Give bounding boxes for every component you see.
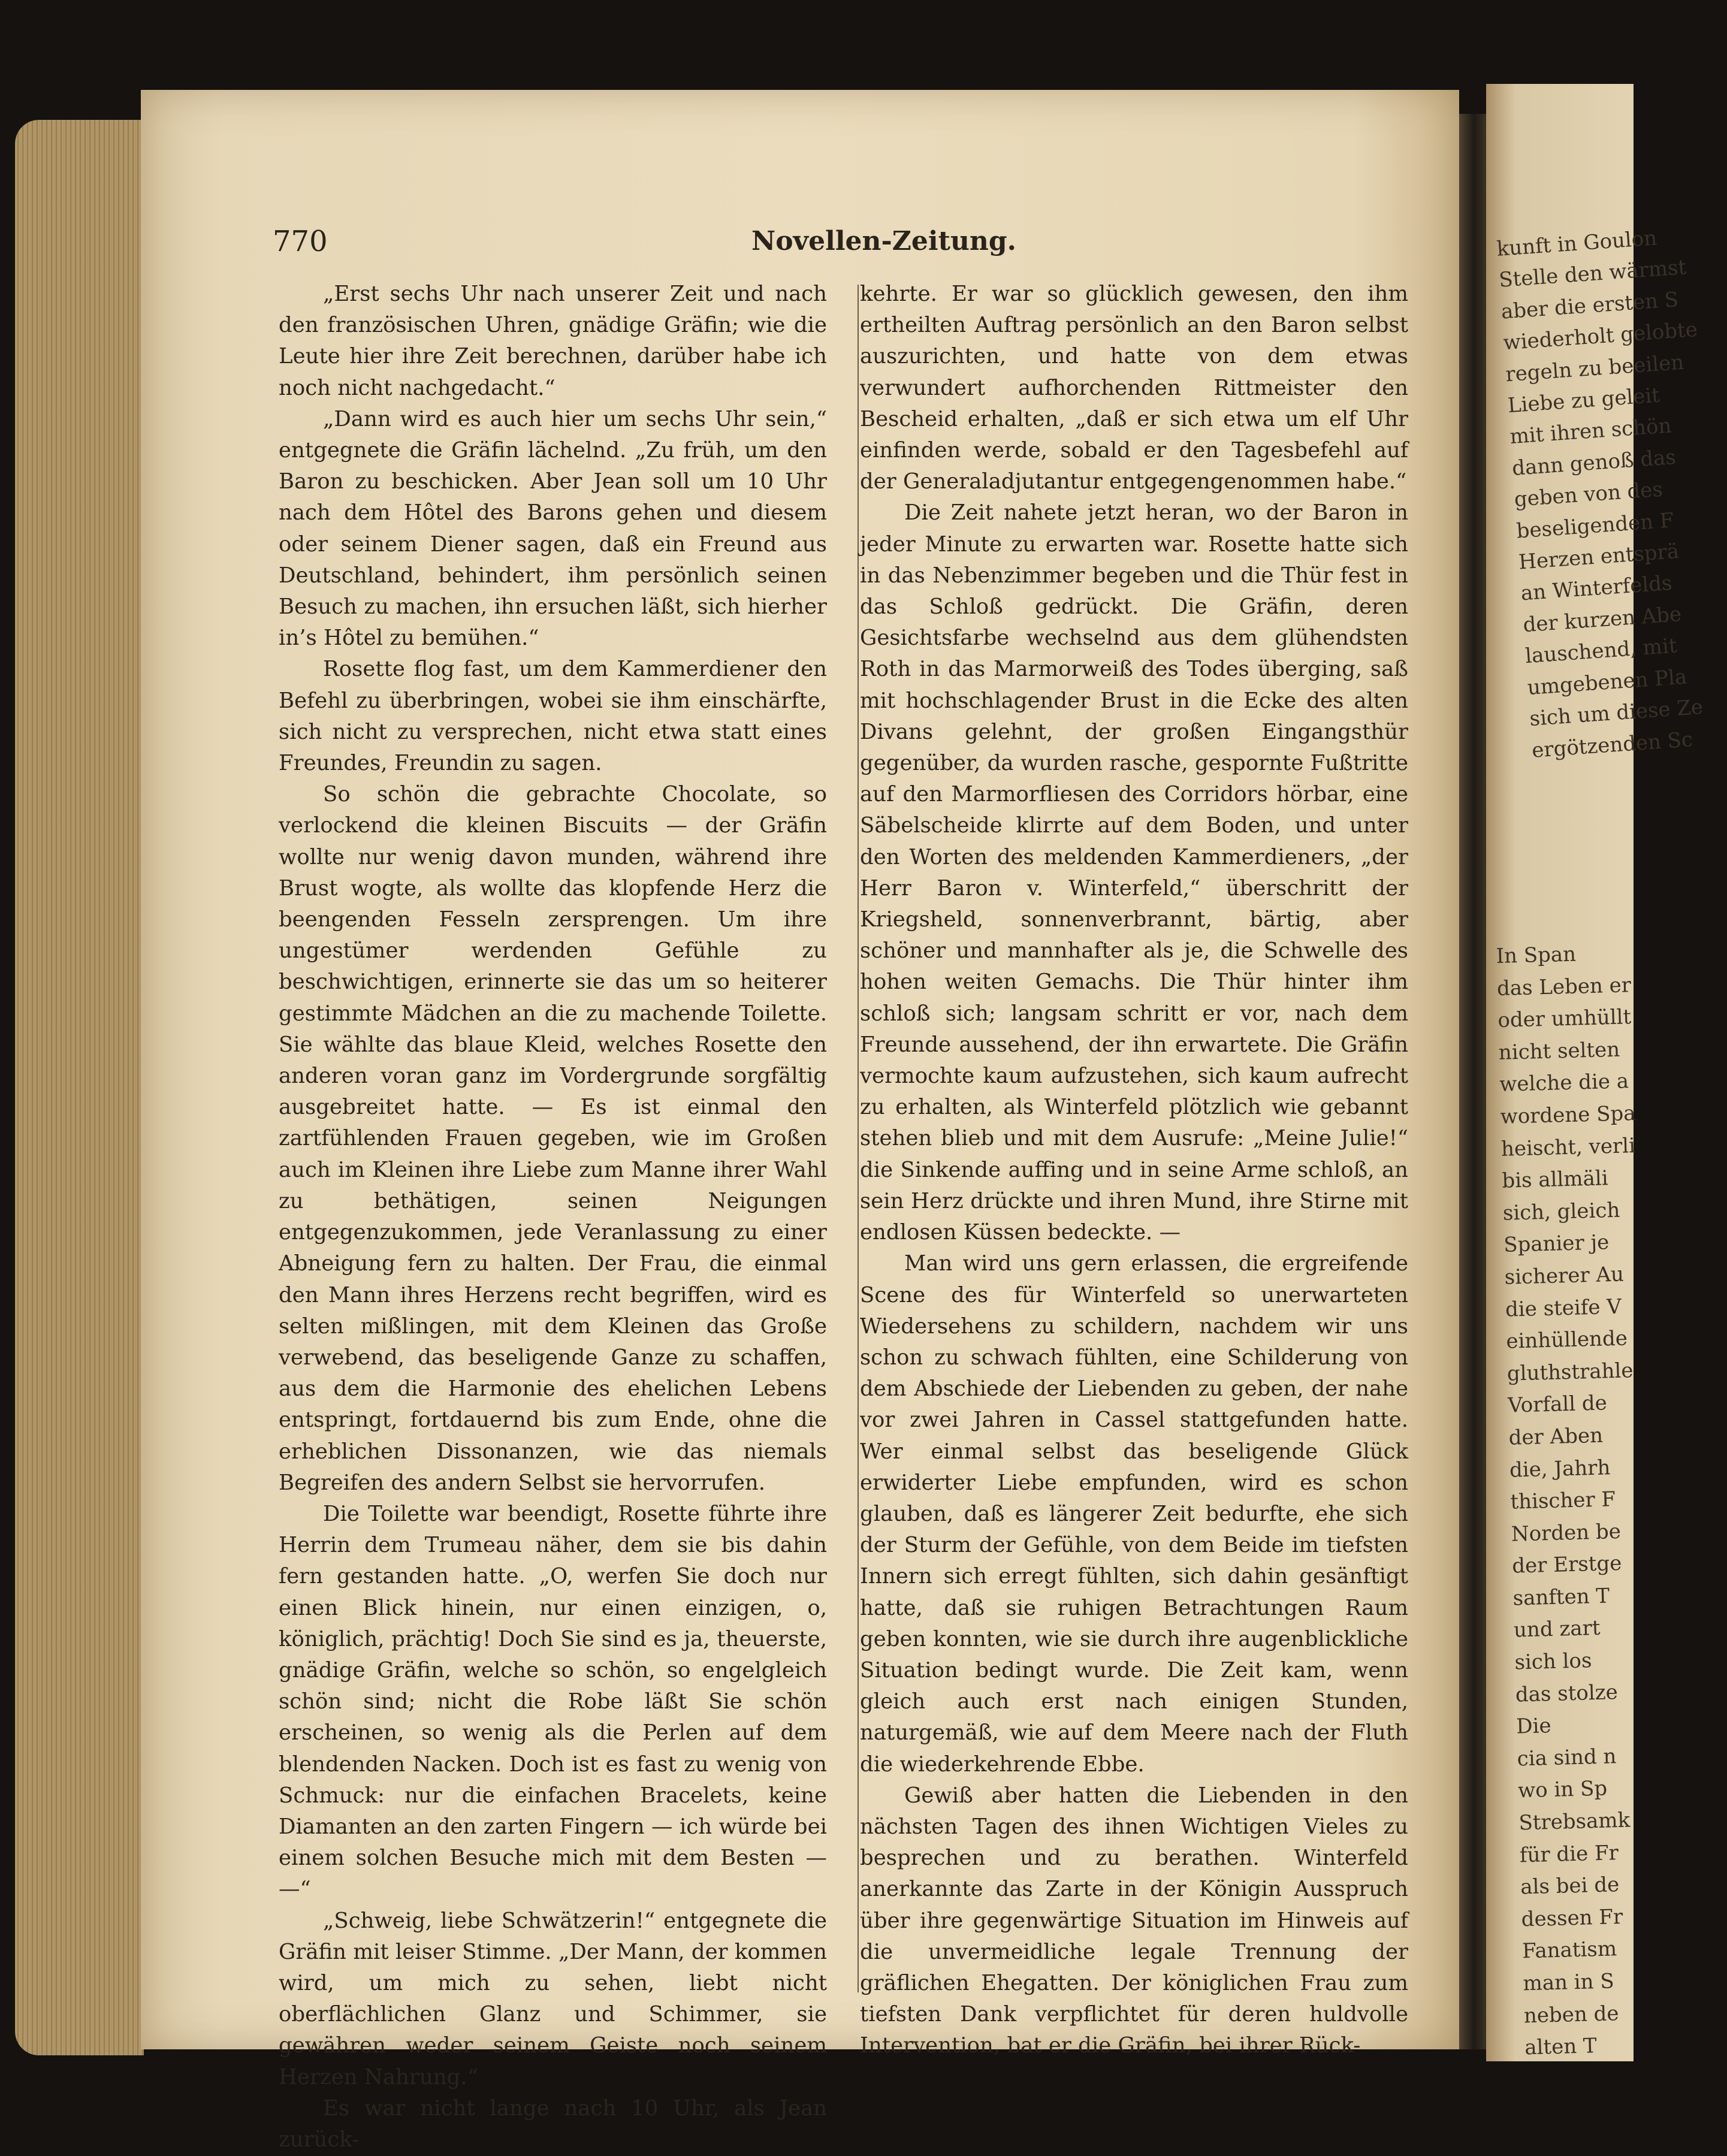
paragraph: kehrte. Er war so glücklich gewesen, den ihm ertheilten Auftrag persönlich an den Baron selbst auszurichten, und hatte von dem etwas verwundert aufhorchenden Rittmeister den Bescheid erhalten, „daß er sich etwa um elf Uhr einfinden werde, sobald er den Tagesbefehl auf der Generaladjutantur entgegengenommen habe.“: [860, 282, 1408, 494]
facing-line: neben de: [1523, 2001, 1619, 2028]
facing-line: oder umhüllt: [1497, 1005, 1632, 1033]
facing-line: man in S: [1523, 1969, 1615, 1996]
paragraph: Man wird uns gern erlassen, die ergreifende Scene des für Winterfeld so unerwarteten Wiedersehens zu schildern, nachdem wir uns schon zu schwach fühlten, eine Schilderung von dem Abschiede der Liebenden zu geben, der nahe vor zwei Jahren in Cassel stattgefunden hatte. Wer einmal selbst das beseligende Glück erwiderter Liebe empfunden, wird es schon glauben, daß es längerer Zeit bedurfte, ehe sich der Sturm der Gefühle, von dem Beide im tiefsten Innern sich erregt fühlten, sich dahin gesänftigt hatte, daß sie ruhigen Betrachtungen Raum geben konnten, wie sie durch ihre augenblickliche Situation bedingt wurde. Die Zeit kam, wenn gleich auch erst nach einigen Stunden, naturgemäß, wie auf dem Meere nach der Fluth die wiederkehrende Ebbe.: [860, 1251, 1408, 1777]
facing-line: das stolze: [1515, 1680, 1619, 1707]
facing-line: bis allmäli: [1501, 1166, 1609, 1194]
facing-line: welche die a: [1499, 1069, 1629, 1097]
facing-line: umgebenen Pla: [1526, 665, 1688, 700]
facing-line: geben von des: [1513, 477, 1664, 512]
facing-line: und zart: [1513, 1616, 1601, 1643]
facing-line: kunft in Goulon: [1496, 226, 1658, 261]
facing-line: wiederholt gelobte: [1502, 318, 1699, 355]
facing-line: sich los: [1514, 1648, 1592, 1675]
column-rule: [858, 285, 859, 1992]
facing-line: regeln zu beeilen: [1505, 350, 1685, 387]
facing-line: beseligenden F: [1515, 508, 1675, 543]
page-edges-stack: [15, 120, 144, 2055]
facing-page-fragment: [1486, 84, 1704, 2061]
facing-line: Vorfall de: [1507, 1391, 1608, 1418]
paragraph: Die Zeit nahete jetzt heran, wo der Baron in jeder Minute zu erwarten war. Rosette hatte sich in das Nebenzimmer begeben und die Thür fest in das Schloß gedrückt. Die Gräfin, deren Gesichtsfarbe wechselnd aus dem glühendsten Roth in das Marmorweiß des Todes überging, saß mit hochschlagender Brust in die Ecke des alten Divans gelehnt, der großen Eingangsthür gegenüber, da wurden rasche, gespornte Fußtritte auf den Marmorfliesen des Corridors hörbar, eine Säbelscheide klirrte auf dem Boden, und unter den Worten des meldenden Kammerdieners, „der Herr Baron v. Winterfeld,“ überschritt der Kriegsheld, sonnenverbrannt, bärtig, aber schöner und mannhafter als je, die Schwelle des hohen weiten Gemachs. Die Thür hinter ihm schloß sich; langsam schritt er vor, nach dem Freunde aussehend, der ihn erwartete. Die Gräfin vermochte kaum aufzustehen, sich kaum aufrecht zu erhalten, als Winterfeld plötzlich wie gebannt stehen blieb und mit dem Ausrufe: „Meine Julie!“ die Sinkende auffing und in seine Arme schloß, an sein Herz drückte und ihren Mund, ihre Stirne mit endlosen Küssen bedeckte. —: [860, 500, 1408, 1245]
facing-line: die, Jahrh: [1509, 1455, 1611, 1482]
facing-line: als bei de: [1520, 1873, 1620, 1900]
facing-line: der kurzen Abe: [1522, 602, 1683, 638]
facing-line: Strebsamk: [1518, 1808, 1631, 1835]
paragraph: Es war nicht lange nach 10 Uhr, als Jean zurück-: [279, 2095, 827, 2152]
facing-line: Herzen entsprä: [1517, 539, 1680, 575]
page-number: 770: [273, 225, 328, 258]
facing-line: die steife V: [1505, 1294, 1622, 1322]
facing-line: für die Fr: [1519, 1840, 1619, 1868]
facing-line: der Erstge: [1511, 1551, 1622, 1578]
paragraph: „Dann wird es auch hier um sechs Uhr sein,“ entgegnete die Gräfin lächelnd. „Zu früh, um den Baron zu beschicken. Aber Jean soll um 10 Uhr nach dem Hôtel des Barons gehen und diesem oder seinem Diener sagen, daß ein Freund aus Deutschland, behindert, ihm persönlich seinen Besuch zu machen, ihn ersuchen läßt, sich hierher in’s Hôtel zu bemühen.“: [279, 406, 827, 651]
paragraph: „Schweig, liebe Schwätzerin!“ entgegnete die Gräfin mit leiser Stimme. „Der Mann, der kommen wird, um mich zu sehen, liebt nicht oberflächlichen Glanz und Schimmer, sie gewähren weder seinem Geiste noch seinem Herzen Nahrung.“: [279, 1908, 827, 2089]
facing-line: wordene Spa: [1500, 1101, 1637, 1129]
facing-line: ergötzenden Sc: [1530, 727, 1694, 763]
facing-line: Fanatism: [1521, 1937, 1617, 1964]
facing-line: an Winterfelds: [1520, 571, 1673, 606]
facing-line: sicherer Au: [1504, 1262, 1625, 1290]
facing-line: In Span: [1496, 942, 1577, 968]
facing-line: Die: [1515, 1714, 1552, 1739]
text-column-right: [860, 279, 1408, 2062]
facing-line: nicht selten: [1498, 1037, 1620, 1065]
facing-page-bottom-text: [1496, 937, 1681, 2064]
paragraph: Rosette flog fast, um dem Kammerdiener den Befehl zu überbringen, wobei sie ihm einschärfte, sich nicht zu versprechen, nicht etwa statt eines Freundes, Freundin zu sagen.: [279, 657, 827, 776]
facing-line: Stelle den wärmst: [1498, 255, 1687, 293]
facing-line: cia sind n: [1517, 1744, 1617, 1771]
book-gutter: [1459, 114, 1486, 2049]
facing-line: das Leben er: [1496, 973, 1632, 1001]
facing-line: aber die ersten S: [1500, 287, 1680, 324]
facing-line: Liebe zu geleit: [1506, 383, 1661, 418]
journal-title: Novellen-Zeitung.: [751, 226, 1017, 256]
paragraph: „Erst sechs Uhr nach unserer Zeit und nach den französischen Uhren, gnädige Gräfin; wie die Leute hier ihre Zeit berechnen, darüber habe ich noch nicht nachgedacht.“: [279, 282, 827, 400]
facing-line: dann genoß das: [1511, 445, 1677, 481]
facing-line: einhüllende: [1505, 1326, 1628, 1354]
facing-line: heischt, verli: [1500, 1133, 1636, 1161]
book-page-left: [141, 90, 1459, 2152]
facing-line: Norden be: [1511, 1519, 1622, 1547]
facing-line: gluthstrahle: [1506, 1358, 1634, 1386]
facing-line: dessen Fr: [1521, 1904, 1623, 1932]
paragraph: Die Toilette war beendigt, Rosette führte ihre Herrin dem Trumeau näher, dem sie bis dahin fern gestanden hatte. „O, werfen Sie doch nur einen Blick hinein, nur einen einzigen, o, königlich, prächtig! Doch Sie sind es ja, theuerste, gnädige Gräfin, welche so schön, so engelgleich schön sind; nicht die Robe läßt Sie schön erscheinen, so wenig als die Perlen auf dem blendenden Nacken. Doch ist es fast zu wenig von Schmuck: nur die einfachen Bracelets, keine Diamanten an den zarten Fingern — ich würde bei einem solchen Besuche mich mit dem Besten — —“: [279, 1501, 827, 1902]
facing-line: wo in Sp: [1517, 1777, 1608, 1803]
paragraph: Gewiß aber hatten die Liebenden in den nächsten Tagen des ihnen Wichtigen Vieles zu besprechen und zu berathen. Winterfeld anerkannte das Zarte in der Königin Ausspruch über ihre gegenwärtige Situation im Hinweis auf die unvermeidliche legale Trennung der gräflichen Ehegatten. Der königlichen Frau zum tiefsten Dank verpflichtet für deren huldvolle Intervention, bat er die Gräfin, bei ihrer Rück-: [860, 1783, 1408, 2058]
facing-line: thischer F: [1510, 1487, 1616, 1514]
facing-page-top-text: [1496, 223, 1704, 766]
facing-line: alten T: [1524, 2034, 1598, 2060]
facing-line: lauschend, mit: [1524, 633, 1678, 669]
facing-line: Spanier je: [1503, 1230, 1610, 1258]
paragraph: So schön die gebrachte Chocolate, so verlockend die kleinen Biscuits — der Gräfin wollte nur wenig davon munden, während ihre Brust wogte, als wollte das klopfende Herz die beengenden Fesseln zersprengen. Um ihre ungestümer werdenden Gefühle zu beschwichtigen, erinnerte sie das um so heiterer gestimmte Mädchen an die zu machende Toilette. Sie wählte das blaue Kleid, welches Rosette den anderen voran ganz im Vordergrunde sorgfältig ausgebreitet hatte. — Es ist einmal den zartfühlenden Frauen gegeben, wie im Großen auch im Kleinen ihre Liebe zum Manne ihrer Wahl zu bethätigen, seinen Neigungen entgegenzukommen, jede Veranlassung zu einer Abneigung fern zu halten. Der Frau, die einmal den Mann ihres Herzens recht begriffen, wird es selten mißlingen, mit dem Kleinen das Große verwebend, das beseligende Ganze zu schaffen, aus dem die Harmonie des ehelichen Lebens entspringt, fortdauernd bis zum Ende, ohne die erheblichen Dissonanzen, wie das niemals Begreifen des andern Selbst sie hervorrufen.: [279, 782, 827, 1495]
running-header: [141, 219, 1459, 267]
facing-line: sanften T: [1512, 1584, 1610, 1611]
facing-line: sich, gleich: [1502, 1198, 1620, 1225]
facing-line: sich um diese Ze: [1529, 694, 1704, 732]
facing-line: mit ihren schön: [1509, 413, 1672, 449]
facing-line: der Aben: [1508, 1423, 1604, 1450]
text-column-left: [279, 279, 827, 2155]
